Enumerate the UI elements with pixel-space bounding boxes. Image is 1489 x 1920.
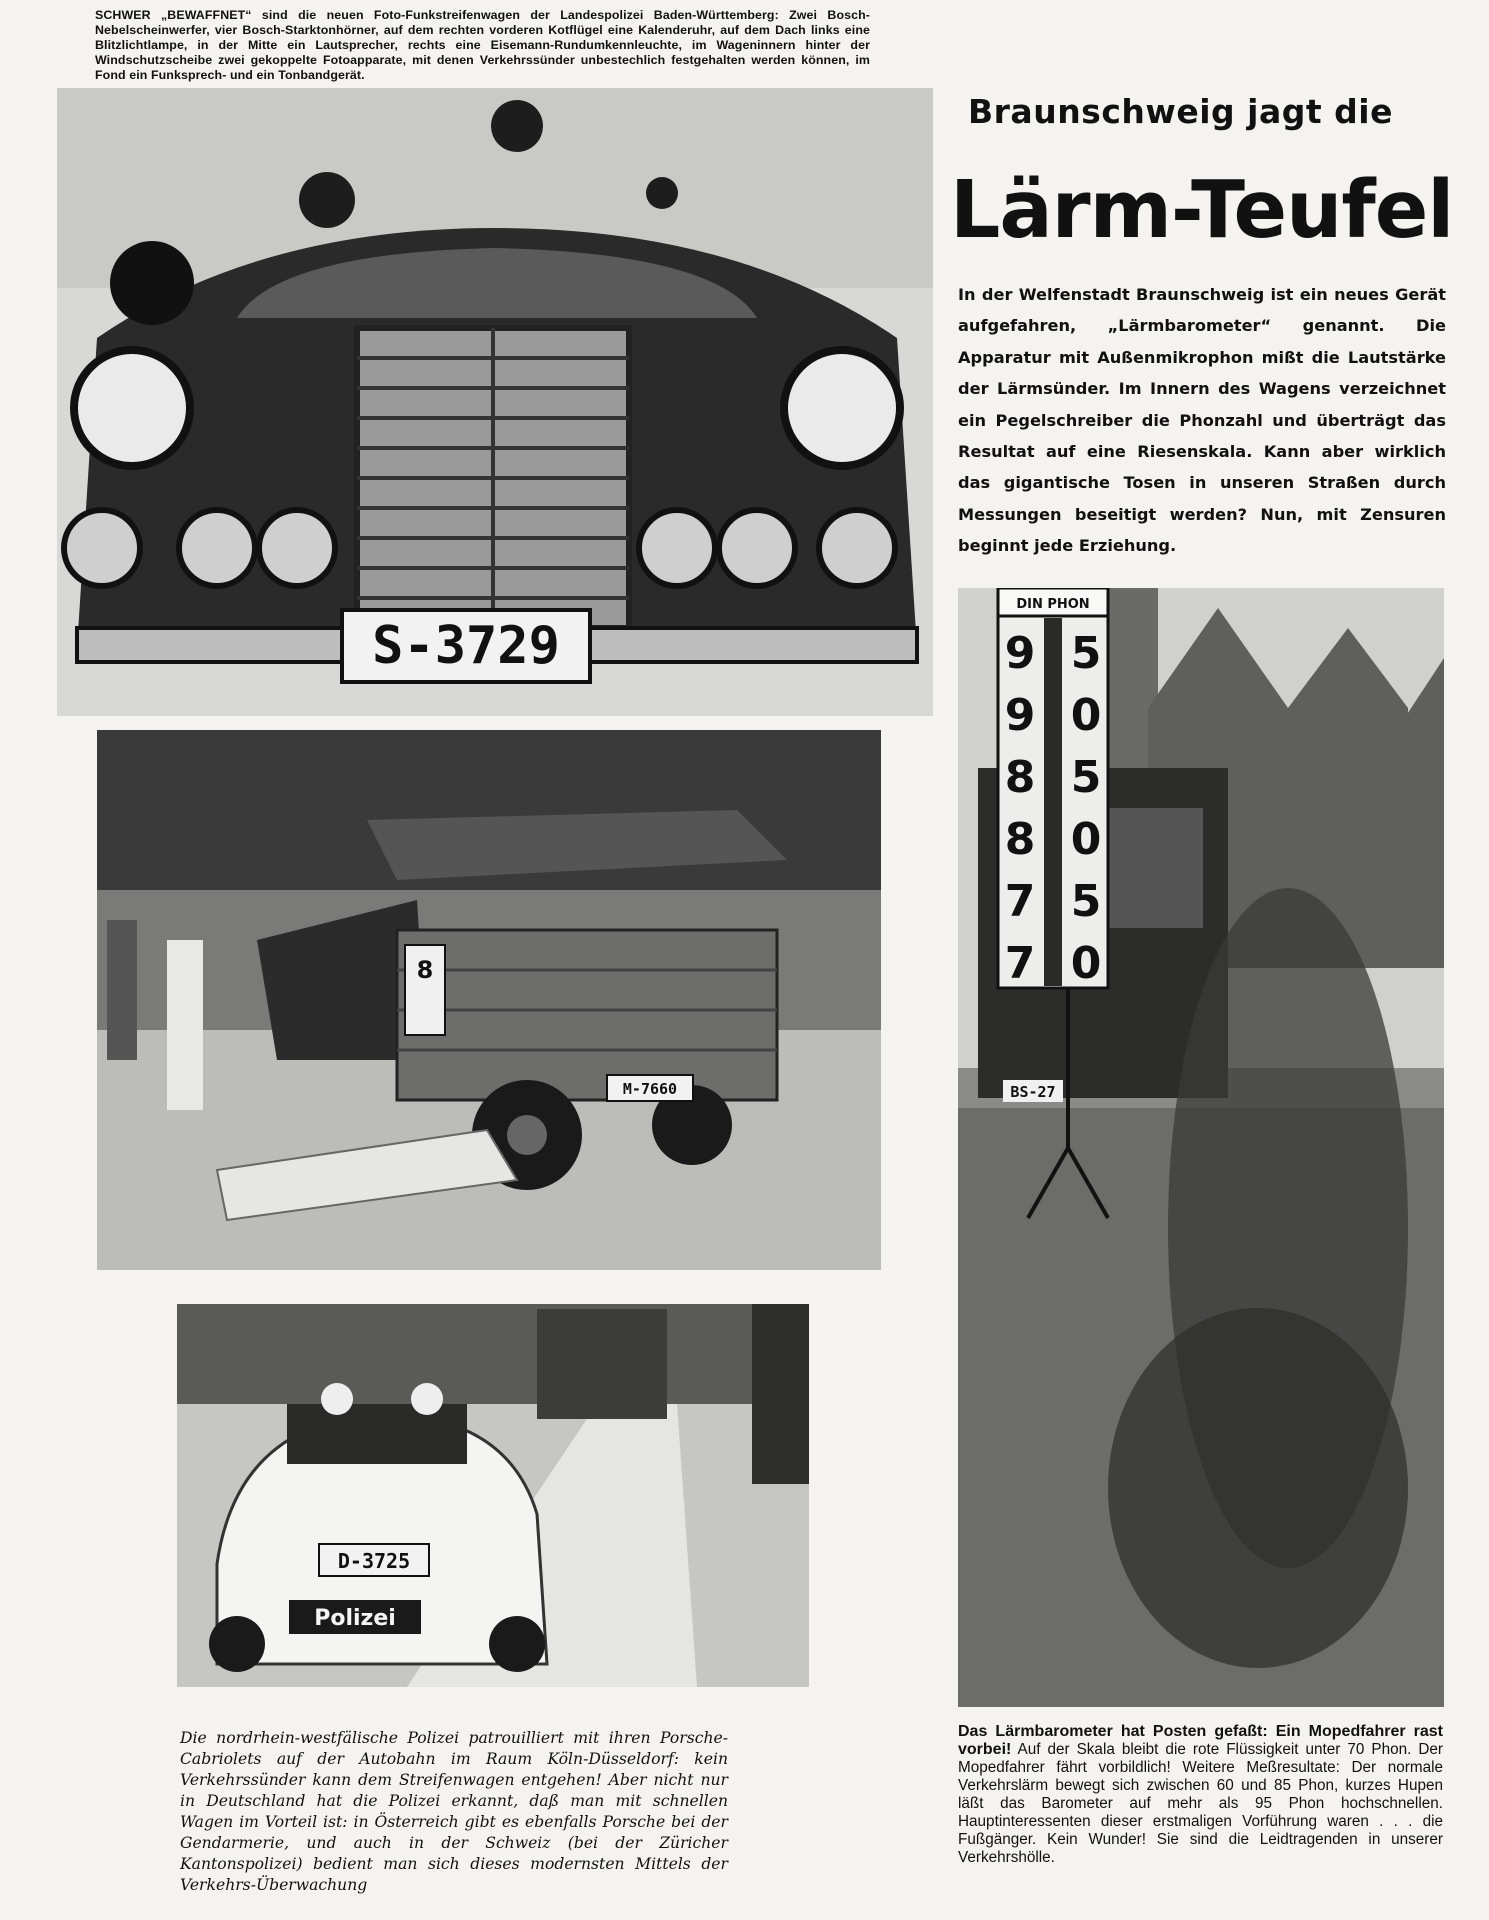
top-caption bbox=[95, 8, 870, 83]
photo-noise-barometer bbox=[958, 588, 1444, 1707]
photo-truck-inspection bbox=[97, 730, 881, 1270]
scale-left-4: 7 bbox=[1004, 876, 1036, 927]
article-intro: In der Welfenstadt Braunschweig ist ein neues Gerät aufgefahren, „Lärmbarometer“ genannt. Die Apparatur mit Außenmikrophon mißt die Lautstärke der Lärmsünder. Im Innern des Wagens verzeichnet ein Pegelschreiber die Phonzahl und überträgt das Resultat auf eine Riesenskala. Kann aber wirklich das gigantische Tosen in unseren Straßen durch Messungen beseitigt werden? Nun, mit Zensuren beginnt jede Erziehung. bbox=[958, 285, 1446, 556]
article-kicker: Braunschweig jagt die bbox=[968, 92, 1393, 131]
porsche-polizei-sign: Polizei bbox=[314, 1606, 396, 1631]
scale-right-0: 5 bbox=[1070, 628, 1102, 679]
barometer-caption-text: Auf der Skala bleibt die rote Flüssigkeit unter 70 Phon. Der Mopedfahrer fährt vorbildlich! Weitere Meßresultate: Der normale Verkehrslärm bewegt sich zwischen 60 und 85 Phon, kurzes Hupen läßt das Barometer auf mehr als 95 Phon hochschnellen. Hauptinteressenten dieser erstmaligen Vorführung waren . . . die Fußgänger. Kein Wunder! Sie sind die Leidtragenden in unserer Verkehrshölle. bbox=[958, 1741, 1443, 1866]
scale-left-0: 9 bbox=[1004, 628, 1036, 679]
porsche-plate: D-3725 bbox=[337, 1549, 411, 1573]
truck-plate: M-7660 bbox=[622, 1080, 678, 1098]
photo-police-car-front bbox=[57, 88, 933, 716]
scale-left-2: 8 bbox=[1004, 752, 1036, 803]
scale-left-3: 8 bbox=[1004, 814, 1036, 865]
top-caption-text: sind die neuen Foto-Funkstreifenwagen der Landespolizei Baden-Württemberg: Zwei Bosch-Nebelscheinwerfer, vier Bosch-Starktonhörner, auf dem rechten vorderen Kotflügel eine Kalenderuhr, auf dem Dach links eine Blitzlichtlampe, in der Mitte ein Lautsprecher, rechts eine Eisemann-Rundumkennleuchte, im Wageninnern hinter der Windschutzscheibe zwei gekoppelte Fotoapparate, mit denen Verkehrssünder unbestechlich festgehalten werden können, im Fond ein Funksprech- und ein Tonbandgerät. bbox=[95, 8, 870, 82]
truck-number-sign: 8 bbox=[416, 956, 434, 984]
scale-right-1: 0 bbox=[1070, 690, 1102, 741]
barometer-caption bbox=[958, 1723, 1443, 1867]
scale-right-2: 5 bbox=[1070, 752, 1102, 803]
police-car-plate: S-3729 bbox=[372, 616, 560, 676]
scale-header: DIN PHON bbox=[1016, 597, 1090, 612]
scale-right-5: 0 bbox=[1070, 938, 1102, 989]
scale-left-1: 9 bbox=[1004, 690, 1036, 741]
scale-right-4: 5 bbox=[1070, 876, 1102, 927]
barometer-caption-lead: Das Lärmbarometer hat Posten gefaßt: Ein Mopedfahrer rast vorbei! bbox=[958, 1723, 1443, 1758]
photo-porsche-patrol bbox=[177, 1304, 809, 1687]
scale-right-3: 0 bbox=[1070, 814, 1102, 865]
scale-left-5: 7 bbox=[1004, 938, 1036, 989]
article-headline: Lärm-Teufel bbox=[950, 164, 1454, 256]
bus-plate: BS-27 bbox=[1010, 1083, 1056, 1101]
top-caption-lead: SCHWER „BEWAFFNET“ bbox=[95, 8, 252, 22]
porsche-caption: Die nordrhein-westfälische Polizei patrouilliert mit ihren Porsche-Cabriolets auf der Autobahn im Raum Köln-Düsseldorf: kein Verkehrssünder kann dem Streifenwagen entgehen! Aber nicht nur in Deutschland hat die Polizei erkannt, daß man mit schnellen Wagen im Vorteil ist: in Österreich gibt es ebenfalls Porsche bei der Gendarmerie, und auch in der Schweiz (bei der Züricher Kantonspolizei) bedient man sich dieses modernsten Mittels der Verkehrs-Überwachung bbox=[180, 1729, 728, 1894]
